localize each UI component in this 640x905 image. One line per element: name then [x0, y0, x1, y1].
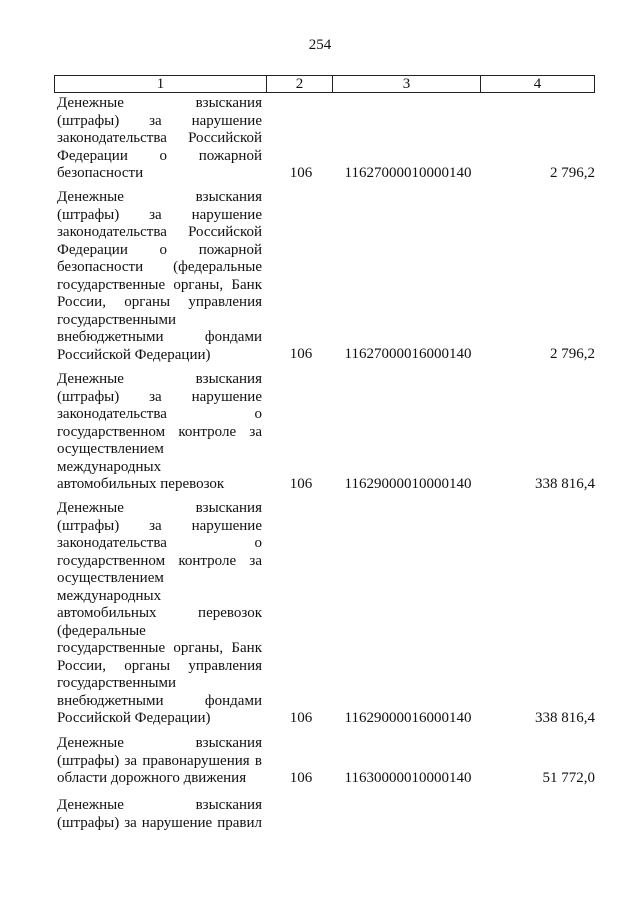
- description-line: государственные органы, Банк: [57, 640, 262, 656]
- row-code: 106: [289, 165, 313, 181]
- row-amount: 2 796,2: [550, 346, 595, 362]
- row-description: [57, 371, 262, 494]
- description-line: (штрафы) за нарушение: [57, 517, 262, 534]
- description-line: России, органы управления: [57, 294, 262, 310]
- row-kbk: 11627000010000140: [344, 165, 472, 181]
- row-code: 106: [289, 346, 313, 362]
- row-description: [57, 797, 262, 832]
- table-header: [54, 75, 595, 93]
- description-line: автомобильных перевозок: [57, 605, 262, 621]
- description-line: Федерации о пожарной: [57, 241, 262, 258]
- description-line: России, органы управления: [57, 657, 262, 674]
- row-kbk: 11627000016000140: [344, 346, 472, 362]
- description-line: Денежные взыскания: [57, 735, 262, 751]
- description-line: (штрафы) за нарушение: [57, 206, 262, 223]
- description-line: области дорожного движения: [57, 770, 247, 786]
- description-line: Денежные взыскания: [57, 371, 262, 387]
- page-number: 254: [308, 37, 332, 53]
- row-kbk: 11629000016000140: [344, 710, 472, 726]
- header-col-2: 2: [267, 76, 333, 92]
- header-col-4: 4: [533, 76, 542, 92]
- description-line: государственными: [57, 311, 176, 328]
- description-line: государственные органы, Банк: [57, 276, 262, 293]
- description-line: (штрафы) за нарушение: [57, 112, 262, 129]
- row-description: [57, 189, 262, 364]
- description-line: Российской Федерации): [57, 346, 211, 363]
- description-line: (штрафы) за нарушение правил: [57, 814, 262, 831]
- row-description: [57, 95, 262, 183]
- description-line: Денежные взыскания: [57, 797, 262, 813]
- row-amount: 338 816,4: [535, 476, 595, 492]
- row-kbk: 11630000010000140: [344, 770, 472, 786]
- row-amount: 51 772,0: [542, 770, 595, 786]
- description-line: законодательства Российской: [57, 224, 262, 240]
- description-line: Денежные взыскания: [57, 500, 262, 516]
- description-line: Денежные взыскания: [57, 189, 262, 205]
- header-col-1: 1: [55, 76, 267, 92]
- description-line: законодательства Российской: [57, 130, 262, 146]
- description-line: осуществлением: [57, 570, 164, 586]
- description-line: законодательства о: [57, 406, 262, 422]
- description-line: осуществлением: [57, 441, 164, 457]
- header-col-3: 3: [333, 76, 481, 92]
- description-line: безопасности (федеральные: [57, 259, 262, 275]
- description-line: внебюджетными фондами: [57, 329, 262, 345]
- row-amount: 338 816,4: [535, 710, 595, 726]
- description-line: (штрафы) за правонарушения в: [57, 752, 262, 769]
- description-line: внебюджетными фондами: [57, 692, 262, 709]
- row-code: 106: [289, 476, 313, 492]
- row-code: 106: [289, 710, 313, 726]
- row-amount: 2 796,2: [550, 165, 595, 181]
- row-description: [57, 500, 262, 728]
- description-line: Федерации о пожарной: [57, 147, 262, 164]
- description-line: (штрафы) за нарушение: [57, 388, 262, 405]
- description-line: автомобильных перевозок: [57, 476, 225, 492]
- description-line: государственными: [57, 675, 176, 691]
- description-line: законодательства о: [57, 535, 262, 551]
- description-line: Денежные взыскания: [57, 95, 262, 111]
- row-code: 106: [289, 770, 313, 786]
- description-line: (федеральные: [57, 622, 146, 639]
- description-line: Российской Федерации): [57, 710, 211, 726]
- description-line: международных: [57, 587, 162, 604]
- description-line: безопасности: [57, 165, 144, 181]
- description-line: государственном контроле за: [57, 552, 262, 569]
- row-description: [57, 735, 262, 788]
- description-line: международных: [57, 458, 162, 475]
- row-kbk: 11629000010000140: [344, 476, 472, 492]
- description-line: государственном контроле за: [57, 423, 262, 440]
